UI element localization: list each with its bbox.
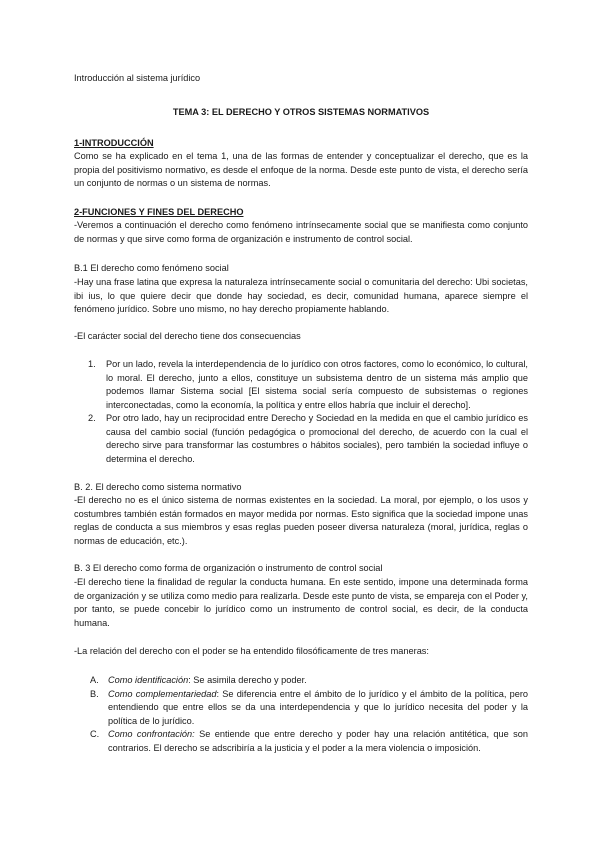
section-paragraph-introduccion: Como se ha explicado en el tema 1, una de las formas de entender y conceptualizar el derecho, que es la propia del positivismo normativo, es desde el enfoque de la norma. Desde este punto de vista, el derecho sería un conjunto de normas o un sistema de normas. [74, 151, 528, 188]
list-item [90, 728, 528, 755]
list-item-text: : Se asimila derecho y poder. [188, 675, 307, 685]
section-heading-introduccion: 1-INTRODUCCIÓN [74, 138, 154, 148]
list-item-text: Por un lado, revela la interdependencia de lo jurídico con otros factores, como lo económico, lo cultural, lo moral. El derecho, junto a ellos, constituye un subsistema dentro de un sistema más amplio que podemos llamar Sistema social [El sistema social sería compuesto de subsistemas o regiones interconectadas, como la economía, la política y entre ellos habría que incluir el derecho]. [106, 359, 528, 410]
list-item-label: Como confrontación: [108, 729, 195, 739]
list-item-label: Como complementariedad [108, 688, 217, 699]
subsection-paragraph-b3-relacion: -La relación del derecho con el poder se ha entendido filosóficamente de tres maneras: [74, 646, 429, 656]
document-title: TEMA 3: EL DERECHO Y OTROS SISTEMAS NORMATIVOS [172, 107, 430, 117]
list-item-letter: A. [90, 675, 99, 685]
list-item-number: 1. [88, 359, 96, 369]
list-item [88, 412, 528, 466]
subsection-heading-b3: B. 3 El derecho como forma de organización o instrumento de control social [74, 563, 383, 573]
subsection-heading-b2: B. 2. El derecho como sistema normativo [74, 482, 242, 492]
lettered-list-relaciones [90, 674, 528, 755]
list-item-letter: C. [90, 729, 100, 739]
list-item [88, 358, 528, 412]
section-heading-funciones: 2-FUNCIONES Y FINES DEL DERECHO [74, 207, 244, 217]
list-item-text: Por otro lado, hay un reciprocidad entre Derecho y Sociedad en la medida en que el cambio jurídico es causa del cambio social (función pedagógica o promocional del derecho, de acuerdo con la cual el derecho sirve para transformar las costumbres o hábitos sociales), pero también la sociedad influye o determina el derecho. [106, 413, 528, 464]
subsection-paragraph-b2: -El derecho no es el único sistema de normas existentes en la sociedad. La moral, por ejemplo, o los usos y costumbres también están formados en mayor medida por normas. Esto significa que la sociedad impone unas reglas de conducta a sus miembros y esas reglas pueden poseer diversa naturaleza (moral, jurídica, reglas o normas de educación, etc.). [74, 495, 528, 546]
list-item [90, 688, 528, 729]
section-paragraph-funciones: -Veremos a continuación el derecho como fenómeno intrínsecamente social que se manifiesta como conjunto de normas y que sirve como forma de organización e instrumento de control social. [74, 220, 528, 244]
list-item [90, 674, 528, 688]
document-header: Introducción al sistema jurídico [74, 73, 201, 83]
subsection-paragraph-b3: -El derecho tiene la finalidad de regular la conducta humana. En este sentido, impone una determinada forma de organización y se utiliza como medio para realizarla. Desde este punto de vista, se empareja con el Poder y, por tanto, se puede concebir lo jurídico como un instrumento de control social, es decir, de la conducta humana. [74, 577, 528, 628]
list-item-text: : Se diferencia entre el ámbito de lo jurídico y el ámbito de la política, pero entendiendo que entre ellos se da una interdependencia y que lo jurídico necesita del poder y la política de lo jurídico. [108, 688, 528, 726]
list-item-letter: B. [90, 688, 99, 699]
numbered-list-consecuencias [88, 358, 528, 466]
subsection-paragraph-b1-consecuencias: -El carácter social del derecho tiene dos consecuencias [74, 331, 301, 341]
list-item-text: Se entiende que entre derecho y poder hay una relación antitética, que son contrarios. El derecho se adscribiría a la justicia y el poder a la mera violencia o imposición. [108, 729, 528, 753]
list-item-label: Como identificación [108, 675, 189, 685]
subsection-paragraph-b1: -Hay una frase latina que expresa la naturaleza intrínsecamente social o comunitaria del derecho: Ubi societas, ibi ius, lo que quiere decir que donde hay sociedad, es decir, comunidad humana, aparece siempre el fenómeno jurídico. Sobre uno mismo, no hay derecho propiamente hablando. [74, 277, 528, 314]
list-item-number: 2. [88, 413, 96, 423]
subsection-heading-b1: B.1 El derecho como fenómeno social [74, 263, 229, 273]
